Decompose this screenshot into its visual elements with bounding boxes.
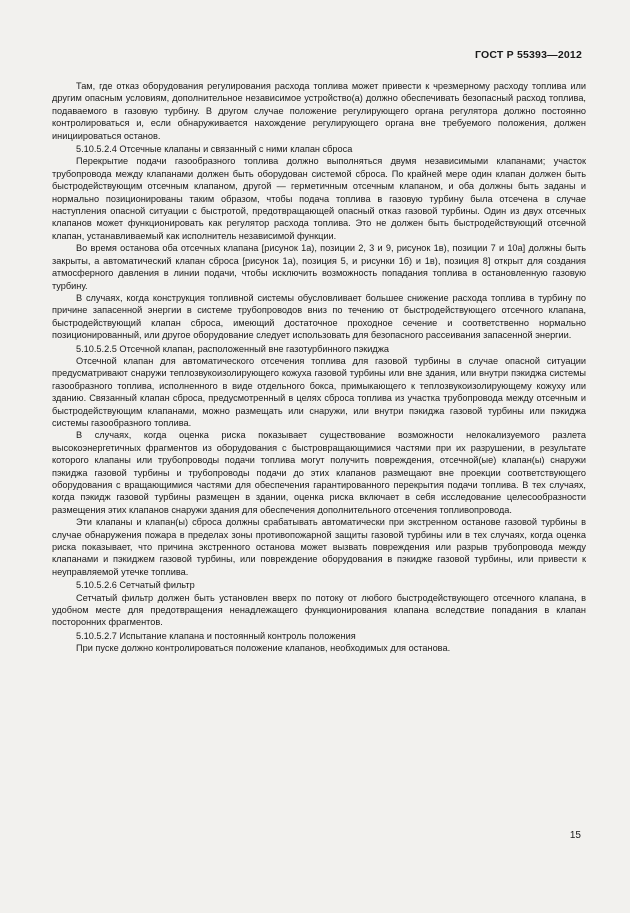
paragraph: Там, где отказ оборудования регулирования расхода топлива может привести к чрезмерному расходу топлива или другим опасным условиям, дополнительное независимое устройство(а) должно обеспечивать безопасный расход топлива, подаваемого в газовую турбину. В другом случае положение регулирующего органа регулятора должно постоянно контролироваться и, если обнаруживается нахождение регулирующего органа вне требуемого положения, должен инициироваться останов. xyxy=(52,81,586,141)
section-heading: 5.10.5.2.7 Испытание клапана и постоянный контроль положения xyxy=(76,630,356,641)
paragraph: При пуске должно контролироваться положение клапанов, необходимых для останова. xyxy=(76,643,451,654)
paragraph: Сетчатый фильтр должен быть установлен вверх по потоку от любого быстродействующего отсечного клапана, в удобном месте для предотвращения ненадлежащего функционирования клапана вследствие попадания в клапан посторонних фрагментов. xyxy=(52,592,586,628)
section-heading: 5.10.5.2.6 Сетчатый фильтр xyxy=(76,580,195,591)
page-number: 15 xyxy=(569,830,581,841)
paragraph: Эти клапаны и клапан(ы) сброса должны срабатывать автоматически при экстренном останове газовой турбины в случае обнаружения пожара в пределах зоны противопожарной защиты газовой турбины или в тех случаях, когда оценка риска показывает, что причина экстренного останова может вызвать повреждения или разрыв трубопровода между клапанами и пэкиджем газовой турбины, или повреждение оборудования в пэкидже газовой турбины, или привести к неуправляемой утечке топлива. xyxy=(52,517,586,577)
section-heading: 5.10.5.2.5 Отсечной клапан, расположенный вне газотурбинного пэкиджа xyxy=(76,343,390,354)
standard-header: ГОСТ Р 55393—2012 xyxy=(474,49,582,61)
document-body xyxy=(52,80,586,655)
section-heading: 5.10.5.2.4 Отсечные клапаны и связанный с ними клапан сброса xyxy=(76,144,353,155)
paragraph: В случаях, когда конструкция топливной системы обусловливает большее снижение расхода топлива в турбину по причине запасенной энергии в системе трубопроводов вниз по течению от быстродействующего отсечного клапана, быстродействующий клапан сброса, имеющий достаточное проходное сечение и соответственно нормально позиционированный, или другое оборудование следует использовать для безопасного рассеивания запасенной энергии. xyxy=(52,292,586,341)
paragraph: Отсечной клапан для автоматического отсечения топлива для газовой турбины в случае опасной ситуации предусматривают снаружи теплозвукоизолирующего кожуха газовой турбины или вне здания, или внутри пэкиджа системы газообразного топлива, исполненного в виде отдельного бокса, примыкающего к теплозвукоизолирующему кожуху или зданию. Связанный клапан сброса, предусмотренный в целях сброса топлива из участка трубопровода между отсечным и быстродействующим клапанами, можно размещать или снаружи, или внутри пэкиджа газовой турбины или пэкиджа системы газообразного топлива. xyxy=(52,355,586,428)
paragraph: В случаях, когда оценка риска показывает существование возможности нелокализуемого разлета высокоэнергетичных фрагментов из оборудования с быстровращающимися частями при их разрушении, в результате которого клапаны или трубопроводы подачи топлива могут получить повреждения, отсечной(ые) клапан(ы) снаружи пэкиджа газовой турбины и трубопроводы подачи до этих клапанов размещают вне проекции соответствующего оборудования с вращающимися частями для обеспечения гарантированного перекрытия подачи топлива. В тех случаях, когда пэкидж газовой турбины размещен в здании, оценка риска включает в себя исследование целесообразности размещения этих клапанов снаружи здания для обеспечения дополнительного отсечения топливопровода. xyxy=(52,430,586,515)
paragraph: Перекрытие подачи газообразного топлива должно выполняться двумя независимыми клапанами; участок трубопровода между клапанами должен быть оборудован системой сброса. По крайней мере один клапан должен быть быстродействующим отсечным клапаном, другой — герметичным отсечным клапаном, и оба должны быть заданы и нормально позиционированы таким образом, чтобы подача топлива в газовую турбину была отсечена в случае наступления опасной ситуации с быстротой, предотвращающей опасный отказ газовой турбины. Один из двух отсечных клапанов может функционировать как регулятор расхода топлива. Это не должен быть быстродействующий отсечной клапан, устанавливаемый как исполнитель независимой функции. xyxy=(52,156,586,241)
paragraph: Во время останова оба отсечных клапана [рисунок 1а), позиции 2, 3 и 9, рисунок 1в), позиции 7 и 10а] должны быть закрыты, а автоматический клапан сброса [рисунок 1а), позиция 5, и рисунки 1б) и 1в), позиция 8] открыт для создания атмосферного давления в линии подачи, чтобы исключить возможность попадания топлива в остановленную газовую турбину. xyxy=(52,243,586,291)
